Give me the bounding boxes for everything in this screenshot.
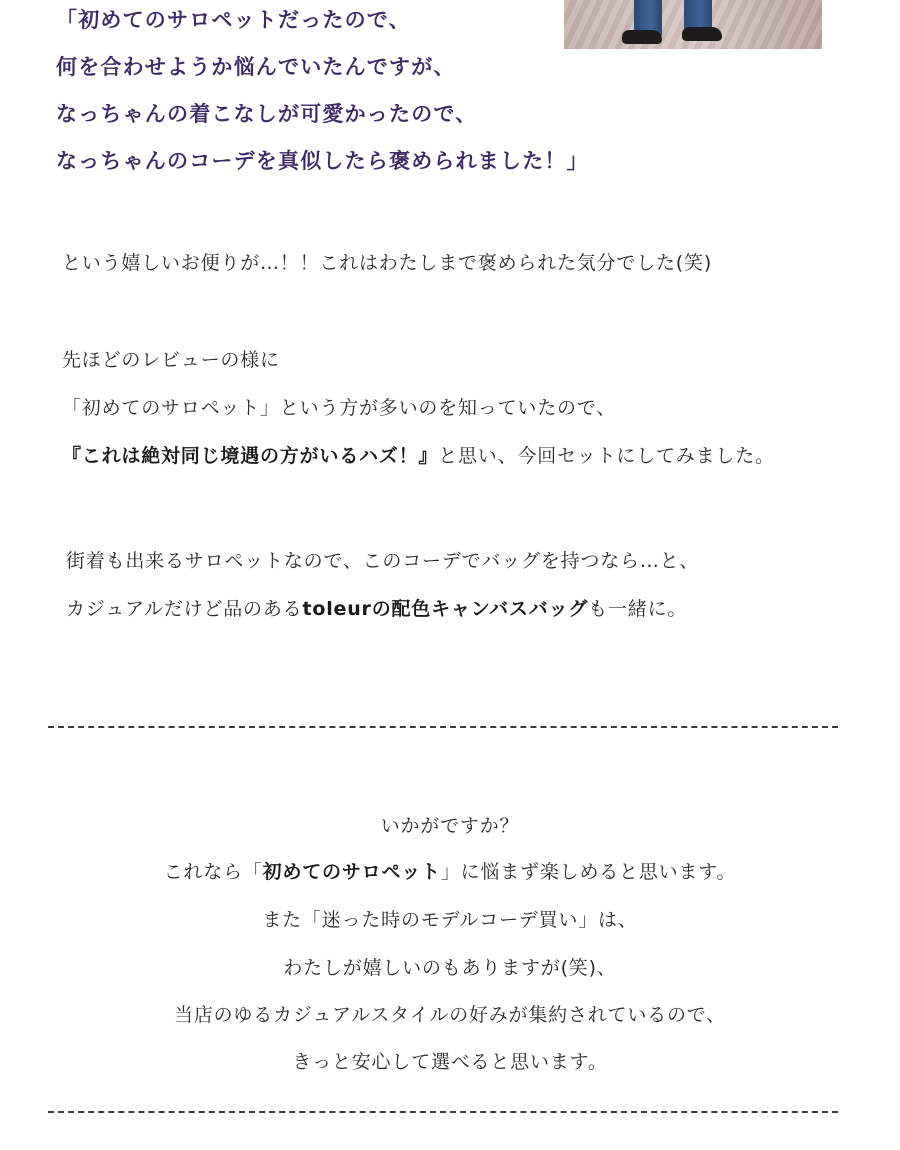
bag-product-name: toleurの配色キャンバスバッグ (302, 598, 589, 620)
closing-line-2-pre: これなら「 (163, 861, 263, 883)
paragraph-review-line-3 (62, 441, 775, 468)
closing-line-2 (0, 857, 900, 884)
quote-line-3: なっちゃんの着こなしが可愛かったので、 (56, 102, 478, 126)
closing-emphasis: 初めてのサロペット (262, 861, 441, 883)
photo-shoe-left (622, 30, 662, 44)
dashed-divider-top (48, 726, 838, 728)
quote-line-4: なっちゃんのコーデを真似したら褒められました！」 (56, 149, 589, 173)
dashed-divider-bottom (48, 1111, 838, 1113)
closing-line-3: また「迷った時のモデルコーデ買い」は、 (262, 909, 638, 931)
paragraph-review-line-3-rest: と思い、今回セットにしてみました。 (438, 445, 775, 467)
closing-line-4: わたしが嬉しいのもありますが(笑)、 (283, 957, 617, 979)
closing-line-2-post: 」に悩まず楽しめると思います。 (440, 861, 737, 883)
paragraph-review-line-1: 先ほどのレビューの様に (62, 349, 280, 371)
quote-line-1: 「初めてのサロペットだったので、 (56, 8, 411, 32)
closing-line-6: きっと安心して選べると思います。 (292, 1051, 608, 1073)
paragraph-bag-line-2-post: も一緒に。 (588, 598, 688, 620)
model-photo (564, 0, 822, 49)
paragraph-reaction: という嬉しいお便りが…！！これはわたしまで褒められた気分でした(笑) (62, 252, 713, 274)
quote-line-2: 何を合わせようか悩んでいたんですが、 (56, 55, 456, 79)
photo-shoe-right (682, 27, 722, 41)
paragraph-bag-line-2-pre: カジュアルだけど品のある (66, 598, 303, 620)
paragraph-bag-line-2 (66, 594, 687, 621)
paragraph-bag-line-1: 街着も出来るサロペットなので、このコーデでバッグを持つなら…と、 (66, 550, 700, 572)
closing-line-1: いかがですか？ (380, 815, 520, 837)
closing-line-5: 当店のゆるカジュアルスタイルの好みが集約されているので、 (174, 1004, 726, 1026)
emphasis-text: 『これは絶対同じ境遇の方がいるハズ！』 (62, 445, 439, 467)
paragraph-review-line-2: 「初めてのサロペット」という方が多いのを知っていたので、 (62, 397, 617, 419)
